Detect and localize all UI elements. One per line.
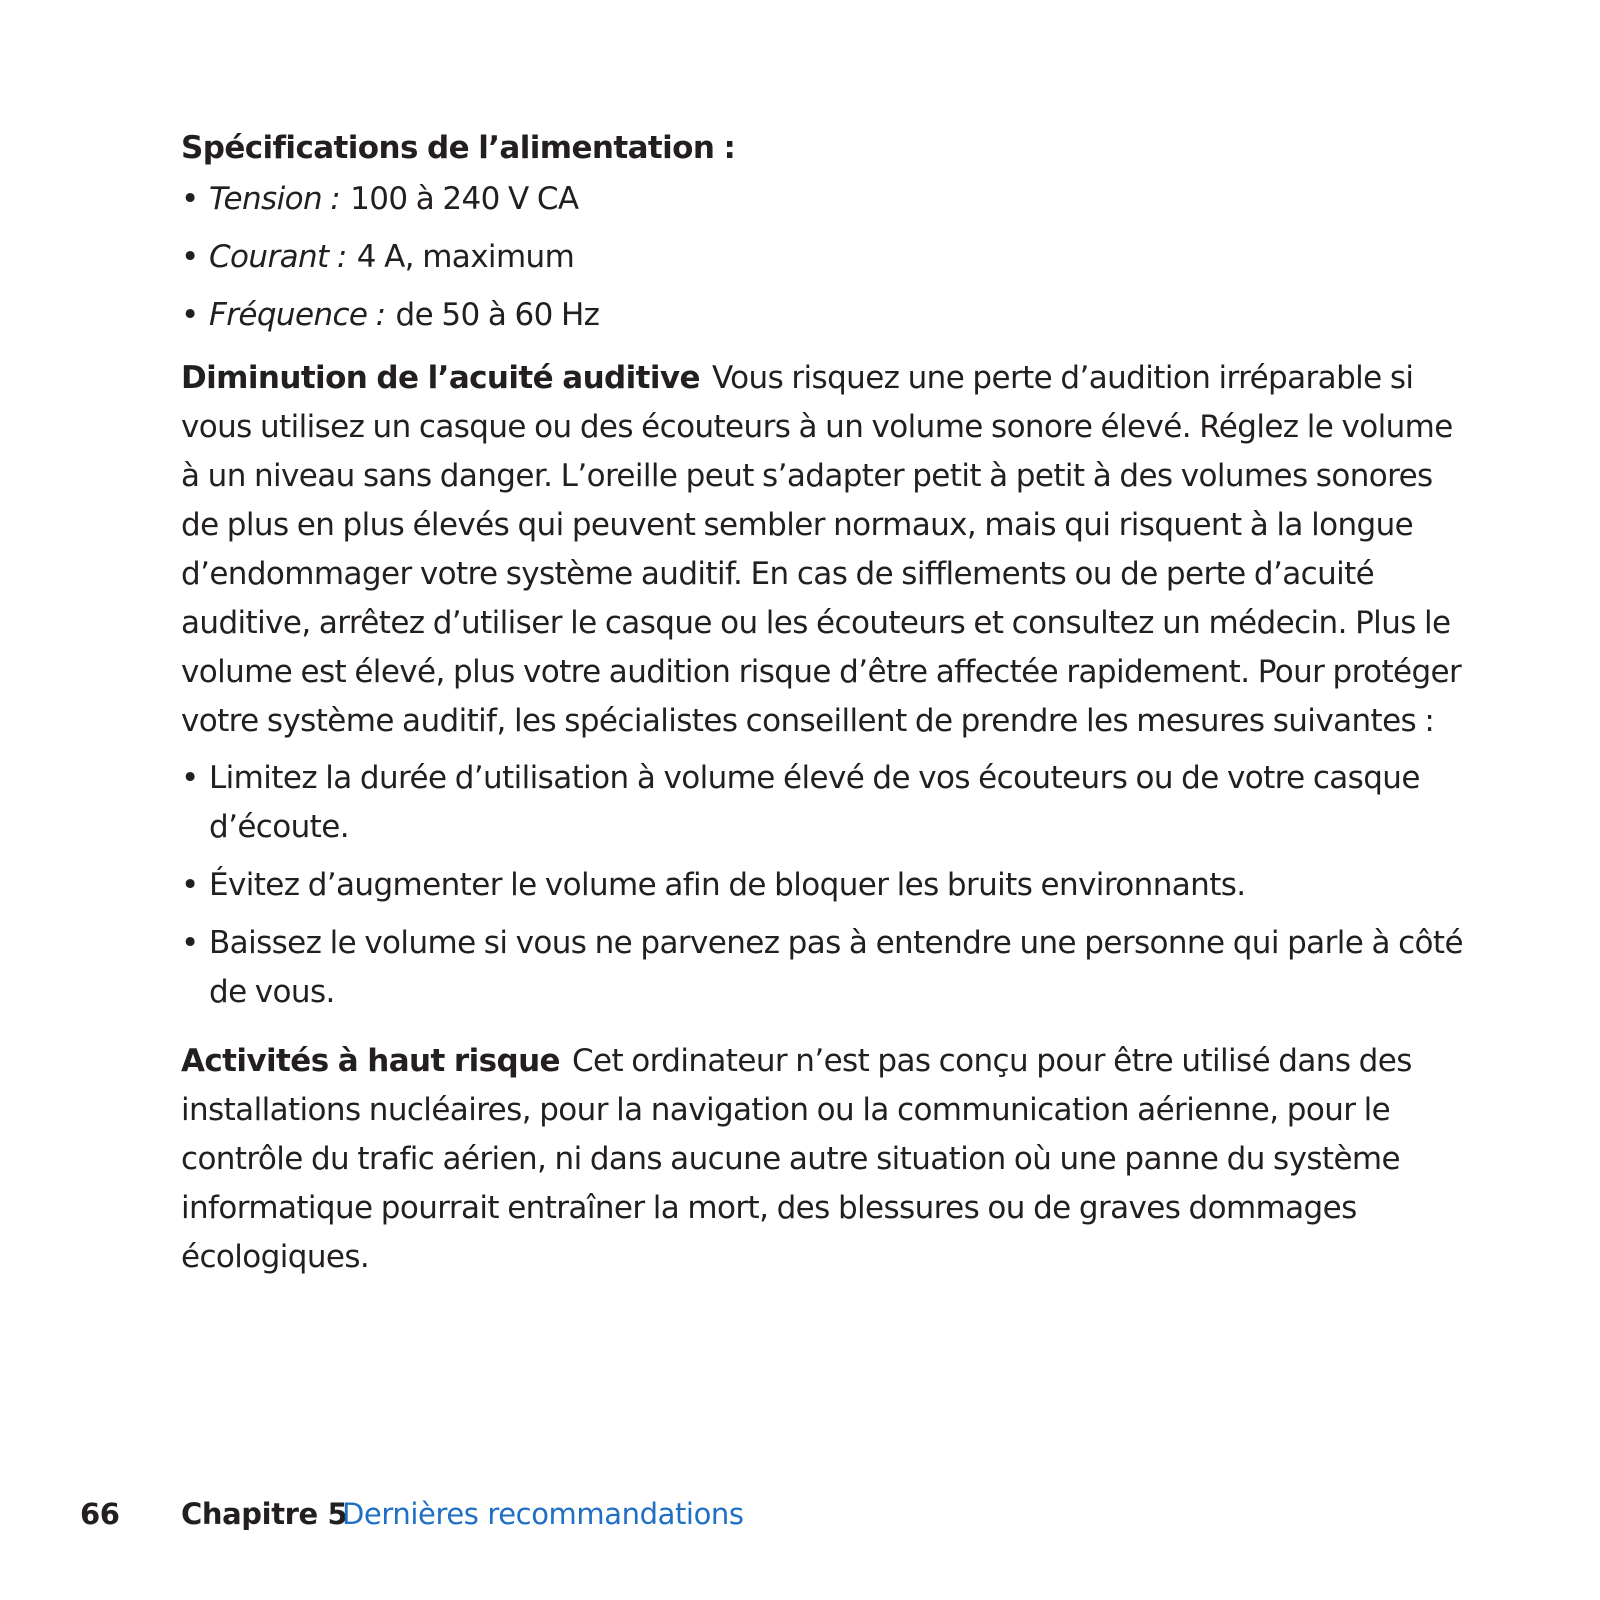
list-item: • Baissez le volume si vous ne parvenez pas à entendre une personne qui parle à côté de vous. [181, 919, 1471, 1017]
hearing-body: Vous risquez une perte d’audition irréparable si vous utilisez un casque ou des écouteurs à un volume sonore élevé. Réglez le volume à un niveau sans danger. L’oreille peut s’adapter petit à petit à des volumes sonores de plus en plus élevés qui peuvent sembler normaux, mais qui risquent à la longue d’endommager votre système auditif. En cas de sifflements ou de perte d’acuité auditive, arrêtez d’utiliser le casque ou les écouteurs et consultez un médecin. Plus le volume est élevé, plus votre audition risque d’être affectée rapidement. Pour protéger votre système auditif, les spécialistes conseillent de prendre les mesures suivantes : [181, 360, 1462, 739]
power-specs-heading: Spécifications de l’alimentation : [181, 130, 736, 166]
page-content [181, 124, 1471, 1290]
spec-label: Fréquence : [209, 297, 386, 333]
power-specs-list [181, 175, 1471, 340]
spec-value: 4 A, maximum [356, 239, 575, 275]
spec-item-voltage [181, 175, 1471, 224]
page-number: 66 [80, 1497, 120, 1531]
chapter-label: Chapitre 5 [181, 1497, 348, 1531]
spec-value: 100 à 240 V CA [350, 181, 579, 217]
hearing-paragraph [181, 354, 1471, 746]
spec-item-current [181, 233, 1471, 282]
chapter-title-link[interactable]: Dernières recommandations [342, 1497, 744, 1531]
hearing-tips-list [181, 754, 1471, 1017]
list-item: • Évitez d’augmenter le volume afin de bloquer les bruits environnants. [181, 861, 1471, 910]
spec-label: Tension : [209, 181, 341, 217]
list-item: • Limitez la durée d’utilisation à volume élevé de vos écouteurs ou de votre casque d’écoute. [181, 754, 1471, 852]
spec-label: Courant : [209, 239, 347, 275]
high-risk-paragraph [181, 1037, 1471, 1282]
spec-item-frequency [181, 291, 1471, 340]
high-risk-body: Cet ordinateur n’est pas conçu pour être utilisé dans des installations nucléaires, pour la navigation ou la communication aérienne, pour le contrôle du trafic aérien, ni dans aucune autre situation où une panne du système informatique pourrait entraîner la mort, des blessures ou de graves dommages écologiques. [181, 1043, 1412, 1275]
spec-value: de 50 à 60 Hz [395, 297, 600, 333]
high-risk-title: Activités à haut risque [181, 1043, 560, 1079]
hearing-title: Diminution de l’acuité auditive [181, 360, 700, 396]
